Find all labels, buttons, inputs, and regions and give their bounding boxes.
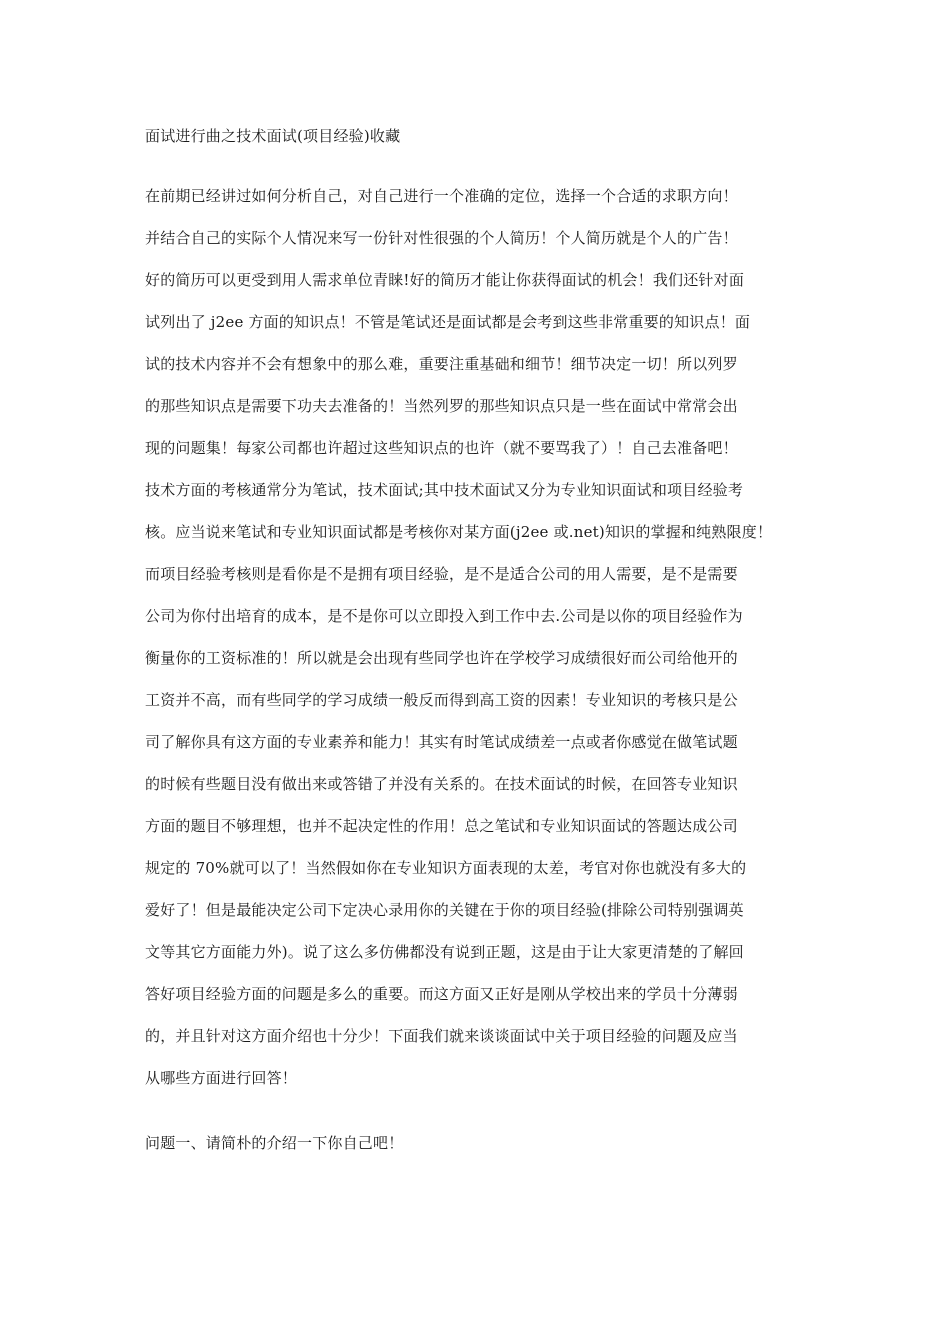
paragraph-line: 公司为你付出培育的成本，是不是你可以立即投入到工作中去.公司是以你的项目经验作为	[145, 607, 743, 625]
paragraph-line: 文等其它方面能力外)。说了这么多仿佛都没有说到正题，这是由于让大家更清楚的了解回	[145, 943, 744, 961]
paragraph-line: 答好项目经验方面的问题是多么的重要。而这方面又正好是刚从学校出来的学员十分薄弱	[145, 985, 738, 1003]
question-heading: 问题一、请简朴的介绍一下你自己吧！	[145, 1134, 404, 1152]
paragraph-line: 在前期已经讲过如何分析自己，对自己进行一个准确的定位，选择一个合适的求职方向！	[145, 187, 738, 205]
paragraph-line: 规定的 70%就可以了！当然假如你在专业知识方面表现的太差，考官对你也就没有多大的	[145, 859, 747, 877]
paragraph-line: 而项目经验考核则是看你是不是拥有项目经验，是不是适合公司的用人需要，是不是需要	[145, 565, 738, 583]
paragraph-line: 衡量你的工资标准的！所以就是会出现有些同学也许在学校学习成绩很好而公司给他开的	[145, 649, 738, 667]
paragraph-line: 方面的题目不够理想，也并不起决定性的作用！总之笔试和专业知识面试的答题达成公司	[145, 817, 738, 835]
paragraph-line: 现的问题集！每家公司都也许超过这些知识点的也许（就不要骂我了）！自己去准备吧！	[145, 439, 738, 457]
paragraph-line: 的，并且针对这方面介绍也十分少！下面我们就来谈谈面试中关于项目经验的问题及应当	[145, 1027, 738, 1045]
paragraph-line: 技术方面的考核通常分为笔试，技术面试;其中技术面试又分为专业知识面试和项目经验考	[145, 481, 744, 499]
paragraph-line: 的时候有些题目没有做出来或答错了并没有关系的。在技术面试的时候，在回答专业知识	[145, 775, 738, 793]
paragraph-line: 试的技术内容并不会有想象中的那么难，重要注重基础和细节！细节决定一切！所以列罗	[145, 355, 738, 373]
paragraph-line: 从哪些方面进行回答！	[145, 1069, 298, 1087]
paragraph-line: 并结合自己的实际个人情况来写一份针对性很强的个人简历！个人简历就是个人的广告！	[145, 229, 738, 247]
paragraph-line: 好的简历可以更受到用人需求单位青睐!好的简历才能让你获得面试的机会！我们还针对面	[145, 271, 745, 289]
document-title: 面试进行曲之技术面试(项目经验)收藏	[145, 127, 401, 145]
paragraph-line: 爱好了！但是最能决定公司下定决心录用你的关键在于你的项目经验(排除公司特别强调英	[145, 901, 744, 919]
paragraph-line: 的那些知识点是需要下功夫去准备的！当然列罗的那些知识点只是一些在面试中常常会出	[145, 397, 738, 415]
paragraph-line: 司了解你具有这方面的专业素养和能力！其实有时笔试成绩差一点或者你感觉在做笔试题	[145, 733, 738, 751]
paragraph-line: 核。应当说来笔试和专业知识面试都是考核你对某方面(j2ee 或.net)知识的掌握和纯熟限度！	[145, 523, 773, 541]
paragraph-line: 工资并不高，而有些同学的学习成绩一般反而得到高工资的因素！专业知识的考核只是公	[145, 691, 738, 709]
paragraph-line: 试列出了 j2ee 方面的知识点！不管是笔试还是面试都是会考到这些非常重要的知识点！面	[145, 313, 751, 331]
